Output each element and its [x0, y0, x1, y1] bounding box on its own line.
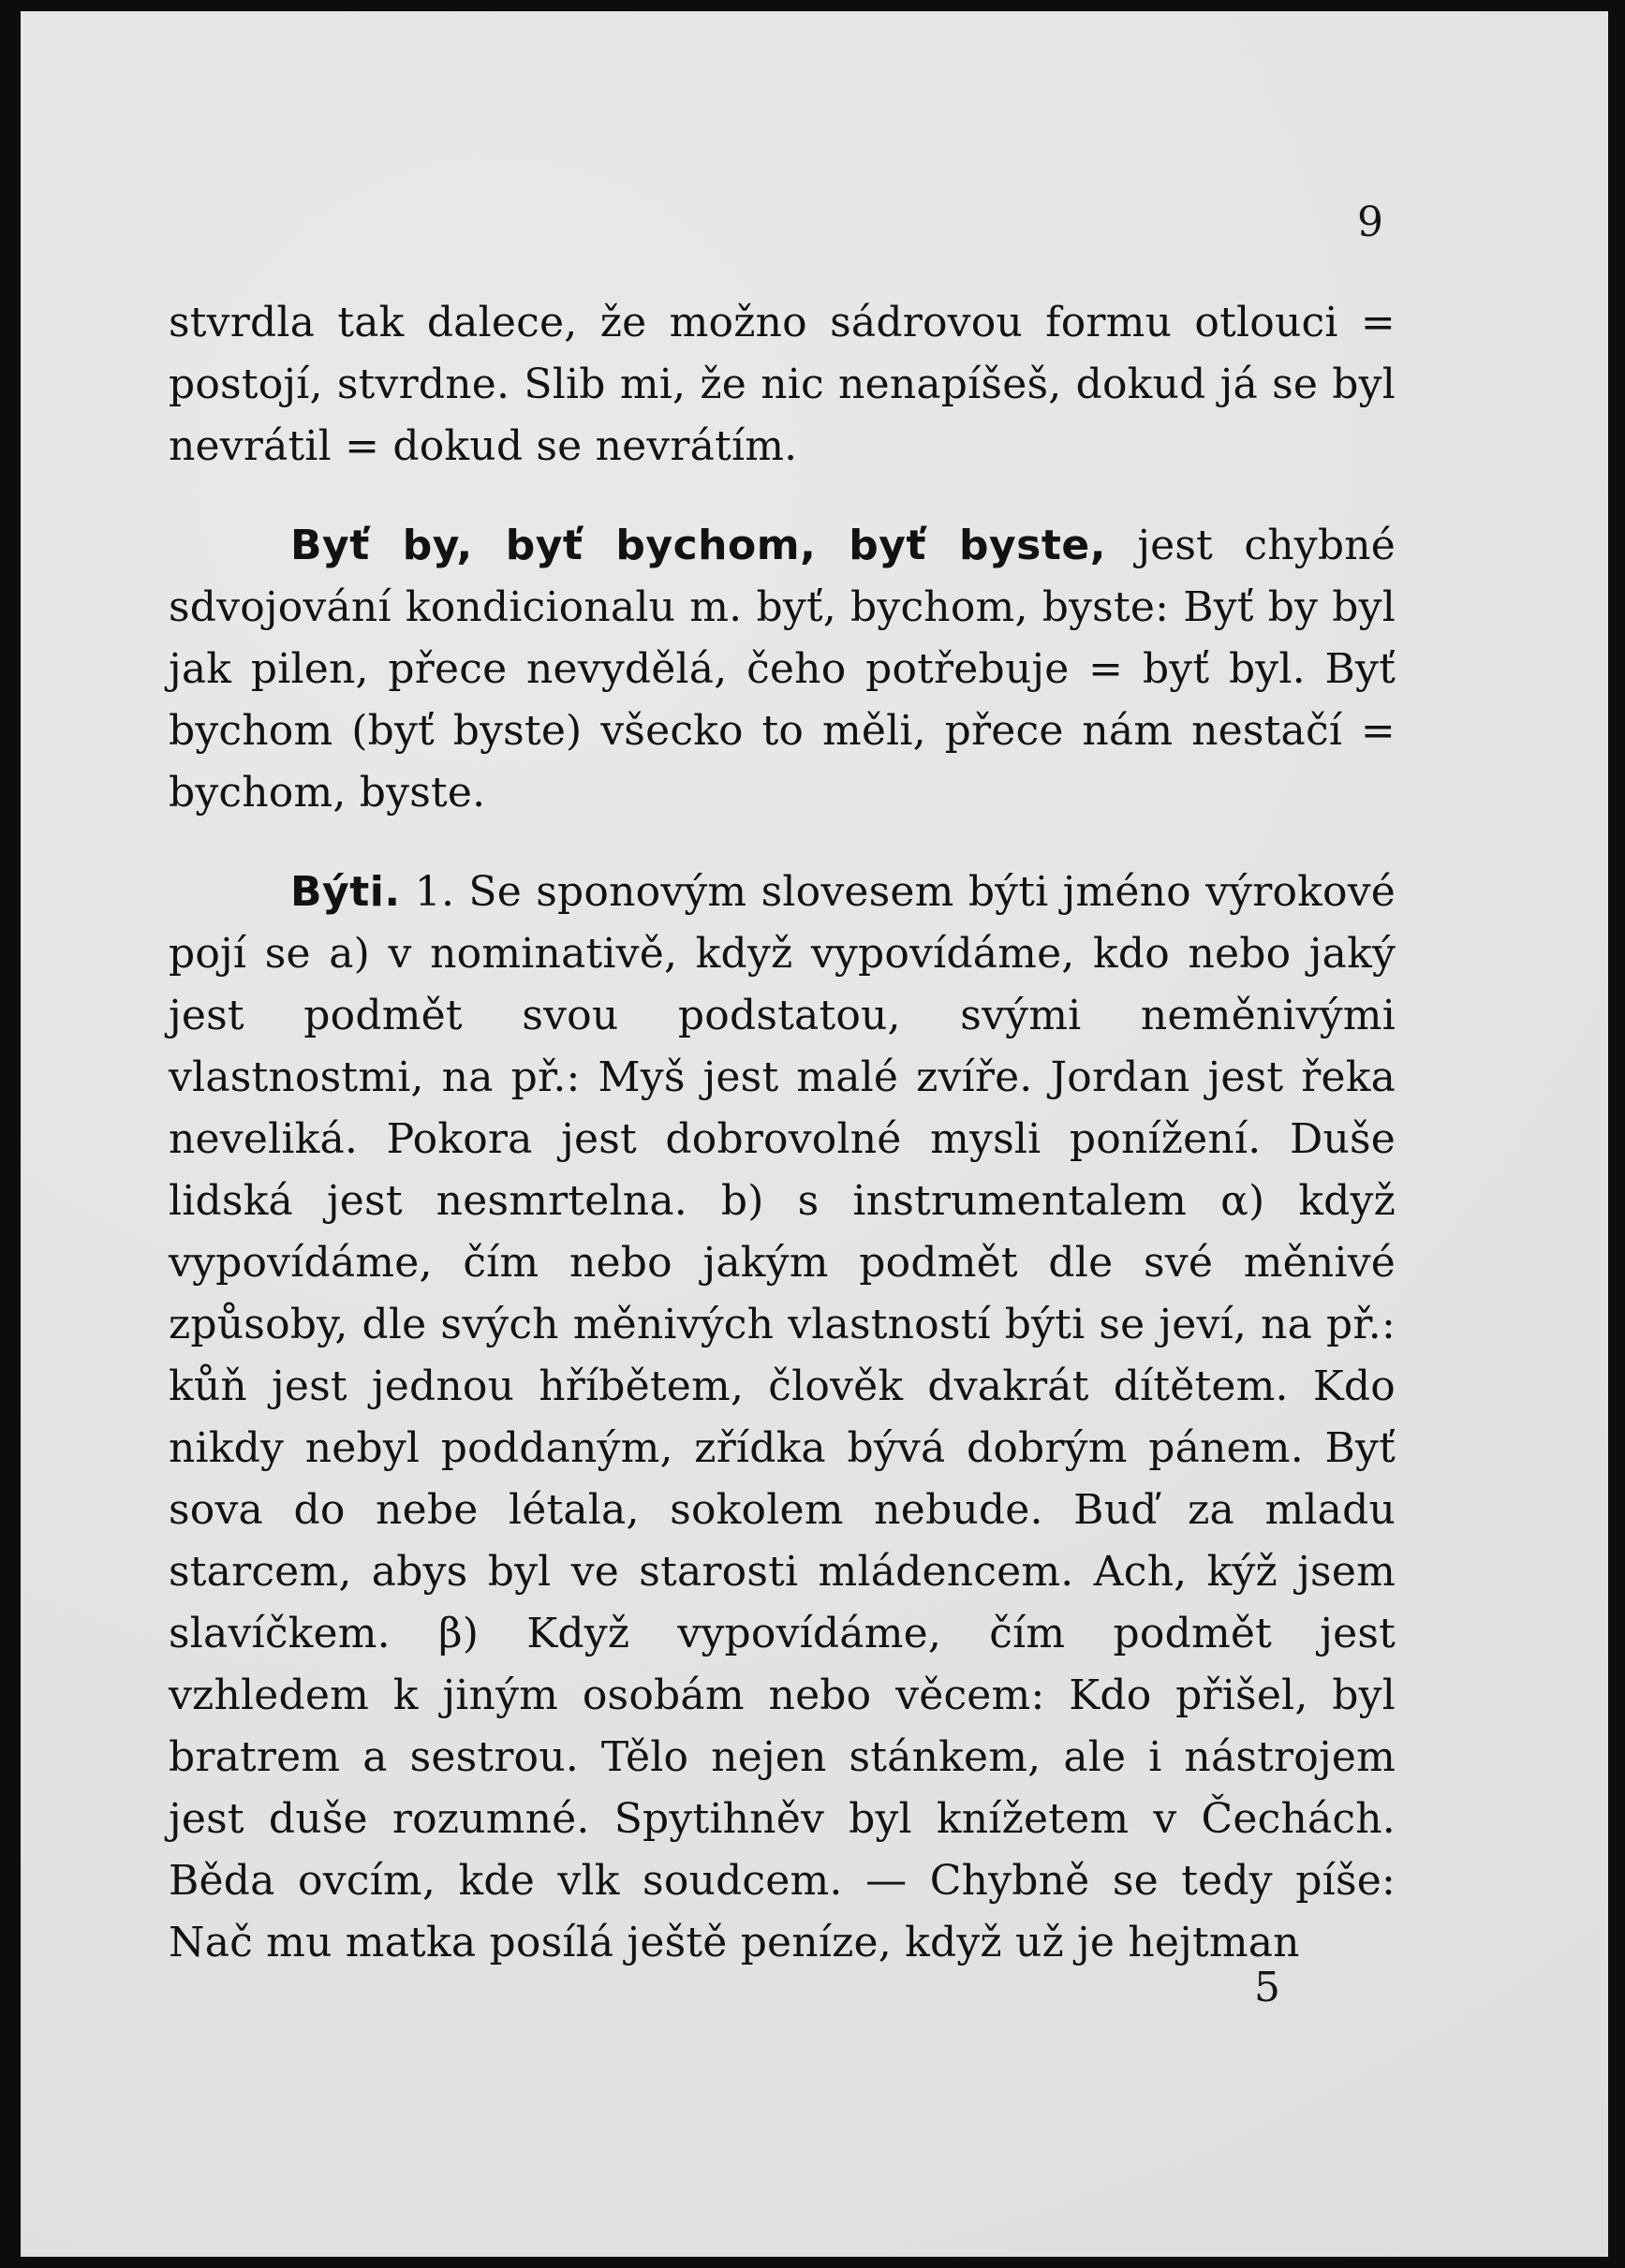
paragraph-3 [169, 862, 1396, 1974]
body-text [169, 292, 1396, 2011]
page-number: 9 [1357, 199, 1383, 246]
signature-mark: 5 [1254, 1964, 1280, 2011]
paragraph-3-keyword: Býti. [290, 868, 401, 916]
paragraph-2-text: jest chybné sdvojování kondicionalu m. byť, bychom, byste: Byť by byl jak pilen, přece nevydělá, čeho potřebuje = byť byl. Byť bychom (byť byste) všecko to měli, přece nám nestačí = bychom, byste. [169, 522, 1396, 817]
paragraph-2 [169, 515, 1396, 824]
paragraph-1: stvrdla tak dalece, že možno sádrovou formu otlouci = postojí, stvrdne. Slib mi, že nic nenapíšeš, dokud já se byl nevrátil = dokud se nevrátím. [169, 299, 1396, 470]
book-page [21, 11, 1608, 2257]
paragraph-3-text: 1. Se sponovým slovesem býti jméno výrokové pojí se a) v nominativě, když vypovídáme, kdo nebo jaký jest podmět svou podstatou, svými neměnivými vlastnostmi, na př.: Myš jest malé zvíře. Jordan jest řeka neveliká. Pokora jest dobrovolné mysli ponížení. Duše lidská jest nesmrtelna. b) s instrumentalem α) když vypovídáme, čím nebo jakým podmět dle své měnivé způsoby, dle svých měnivých vlastností býti se jeví, na př.: kůň jest jednou hříbětem, člověk dvakrát dítětem. Kdo nikdy nebyl poddaným, zřídka bývá dobrým pánem. Byť sova do nebe létala, sokolem nebude. Buď za mladu starcem, abys byl ve starosti mládencem. Ach, kýž jsem slavíčkem. β) Když vypovídáme, čím podmět jest vzhledem k jiným osobám nebo věcem: Kdo přišel, byl bratrem a sestrou. Tělo nejen stánkem, ale i nástrojem jest duše rozumné. Spytihněv byl knížetem v Čechách. Běda ovcím, kde vlk soudcem. — Chybně se tedy píše: Nač mu matka posílá ještě peníze, když už je hejtman [169, 868, 1396, 1966]
paragraph-2-keyword: Byť by, byť bychom, byť byste, [290, 522, 1106, 569]
